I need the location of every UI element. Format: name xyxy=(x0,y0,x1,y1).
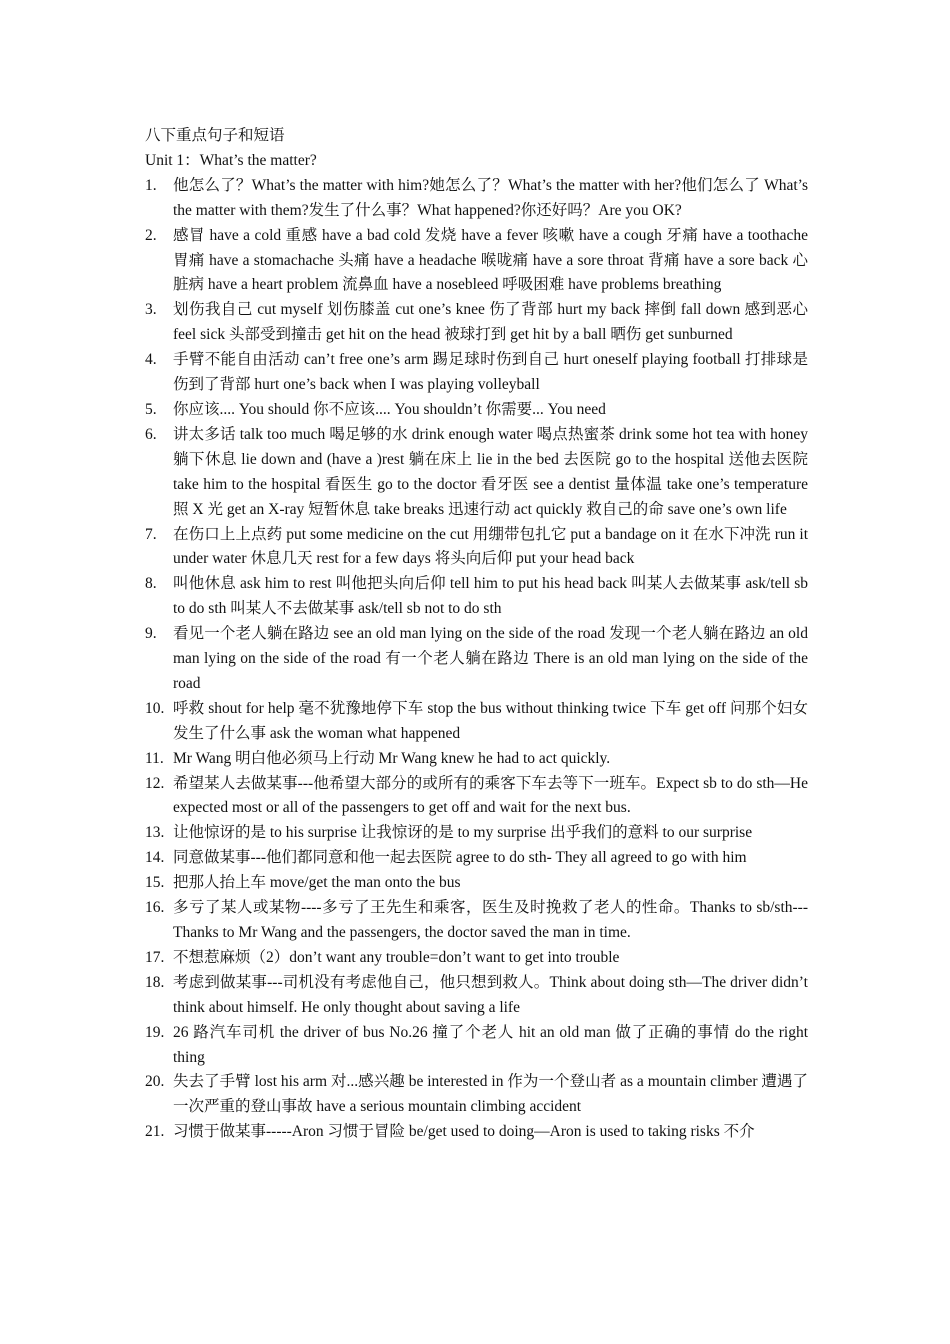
item-text: 希望某人去做某事---他希望大部分的或所有的乘客下车去等下一班车。Expect sb to do sth—He expected most or all of the passengers to get off and wait for the next bus. xyxy=(173,774,808,817)
item-text: 同意做某事---他们都同意和他一起去医院 agree to do sth- They all agreed to go with him xyxy=(173,849,747,867)
list-item xyxy=(145,622,808,697)
item-text: 划伤我自己 cut myself 划伤膝盖 cut one’s knee 伤了背部 hurt my back 摔倒 fall down 感到恶心 feel sick 头部受到撞击 get hit on the head 被球打到 get hit by a ball 晒伤 get sunburned xyxy=(173,301,808,344)
list-item xyxy=(145,821,808,846)
item-text: Mr Wang 明白他必须马上行动 Mr Wang knew he had to act quickly. xyxy=(173,749,611,767)
list-item xyxy=(145,348,808,398)
item-number: 10. xyxy=(145,699,165,717)
item-text: 考虑到做某事---司机没有考虑他自己，他只想到救人。Think about doing sth—The driver didn’t think about himself. He only thought about saving a life xyxy=(173,973,808,1016)
list-item xyxy=(145,896,808,946)
list-item xyxy=(145,298,808,348)
item-number: 4. xyxy=(145,351,157,369)
item-number: 12. xyxy=(145,774,165,792)
item-text: 不想惹麻烦（2）don’t want any trouble=don’t want to get into trouble xyxy=(173,948,620,966)
list-item xyxy=(145,1021,808,1071)
item-number: 15. xyxy=(145,874,165,892)
item-number: 17. xyxy=(145,948,165,966)
item-text: 在伤口上上点药 put some medicine on the cut 用绷带包扎它 put a bandage on it 在水下冲洗 run it under water 休息几天 rest for a few days 将头向后仰 put your head back xyxy=(173,525,808,568)
item-text: 26 路汽车司机 the driver of bus No.26 撞了个老人 hit an old man 做了正确的事情 do the right thing xyxy=(173,1023,808,1066)
item-number: 16. xyxy=(145,899,165,917)
item-number: 11. xyxy=(145,749,164,767)
list-item xyxy=(145,747,808,772)
list-item xyxy=(145,1120,808,1145)
list-item xyxy=(145,697,808,747)
item-text: 讲太多话 talk too much 喝足够的水 drink enough water 喝点热蜜茶 drink some hot tea with honey 躺下休息 lie down and (have a )rest 躺在床上 lie in the bed 去医院 go to the hospital 送他去医院 take him to the hospital 看医生 go to the doctor 看牙医 see a dentist 量体温 take one’s temperature 照 X 光 get an X-ray 短暂休息 take breaks 迅速行动 act quickly 救自己的命 save one’s own life xyxy=(173,425,808,518)
item-number: 18. xyxy=(145,973,165,991)
item-text: 失去了手臂 lost his arm 对...感兴趣 be interested in 作为一个登山者 as a mountain climber 遭遇了一次严重的登山事故 have a serious mountain climbing accident xyxy=(173,1073,808,1116)
item-text: 多亏了某人或某物----多亏了王先生和乘客，医生及时挽救了老人的性命。Thanks to sb/sth---Thanks to Mr Wang and the passengers, the doctor saved the man in time. xyxy=(173,899,808,941)
item-number: 20. xyxy=(145,1073,165,1091)
list-item xyxy=(145,174,808,224)
list-item xyxy=(145,572,808,622)
item-number: 2. xyxy=(145,226,157,244)
item-text: 呼救 shout for help 毫不犹豫地停下车 stop the bus without thinking twice 下车 get off 问那个妇女发生了什么事 ask the woman what happened xyxy=(173,699,808,742)
item-number: 21. xyxy=(145,1123,165,1141)
item-text: 你应该.... You should 你不应该.... You shouldn’t 你需要... You need xyxy=(173,400,606,418)
list-item xyxy=(145,224,808,299)
item-text: 让他惊讶的是 to his surprise 让我惊讶的是 to my surprise 出乎我们的意料 to our surprise xyxy=(173,824,753,842)
list-item xyxy=(145,971,808,1021)
item-number: 14. xyxy=(145,849,165,867)
phrase-list xyxy=(145,174,808,1145)
item-text: 习惯于做某事-----Aron 习惯于冒险 be/get used to doing—Aron is used to taking risks 不介 xyxy=(173,1123,755,1141)
item-text: 看见一个老人躺在路边 see an old man lying on the side of the road 发现一个老人躺在路边 an old man lying on the side of the road 有一个老人躺在路边 There is an old man lying on the side of the road xyxy=(173,625,808,692)
item-text: 他怎么了？What’s the matter with him?她怎么了？What’s the matter with her?他们怎么了 What’s the matter with them?发生了什么事？What happened?你还好吗？Are you OK? xyxy=(173,176,808,219)
unit-heading: Unit 1：What’s the matter? xyxy=(145,151,317,169)
list-item xyxy=(145,398,808,423)
list-item xyxy=(145,871,808,896)
document-title: 八下重点句子和短语 xyxy=(145,127,285,144)
list-item xyxy=(145,523,808,573)
document-page xyxy=(145,124,808,1145)
item-number: 9. xyxy=(145,625,157,643)
list-item xyxy=(145,846,808,871)
list-item xyxy=(145,772,808,822)
item-text: 叫他休息 ask him to rest 叫他把头向后仰 tell him to put his head back 叫某人去做某事 ask/tell sb to do sth 叫某人不去做某事 ask/tell sb not to do sth xyxy=(173,575,808,618)
item-number: 13. xyxy=(145,824,165,842)
list-item xyxy=(145,1070,808,1120)
item-number: 1. xyxy=(145,176,157,194)
item-number: 5. xyxy=(145,400,157,418)
item-number: 6. xyxy=(145,425,157,443)
item-text: 把那人抬上车 move/get the man onto the bus xyxy=(173,874,461,892)
list-item xyxy=(145,946,808,971)
item-number: 8. xyxy=(145,575,157,593)
item-number: 3. xyxy=(145,301,157,319)
list-item xyxy=(145,423,808,523)
item-number: 19. xyxy=(145,1023,165,1041)
item-number: 7. xyxy=(145,525,157,543)
item-text: 感冒 have a cold 重感 have a bad cold 发烧 have a fever 咳嗽 have a cough 牙痛 have a toothache 胃痛 have a stomachache 头痛 have a headache 喉咙痛 have a sore throat 背痛 have a sore back 心脏病 have a heart problem 流鼻血 have a nosebleed 呼吸困难 have problems breathing xyxy=(173,226,808,294)
item-text: 手臂不能自由活动 can’t free one’s arm 踢足球时伤到自己 hurt oneself playing football 打排球是伤到了背部 hurt one’s back when I was playing volleyball xyxy=(173,351,808,394)
